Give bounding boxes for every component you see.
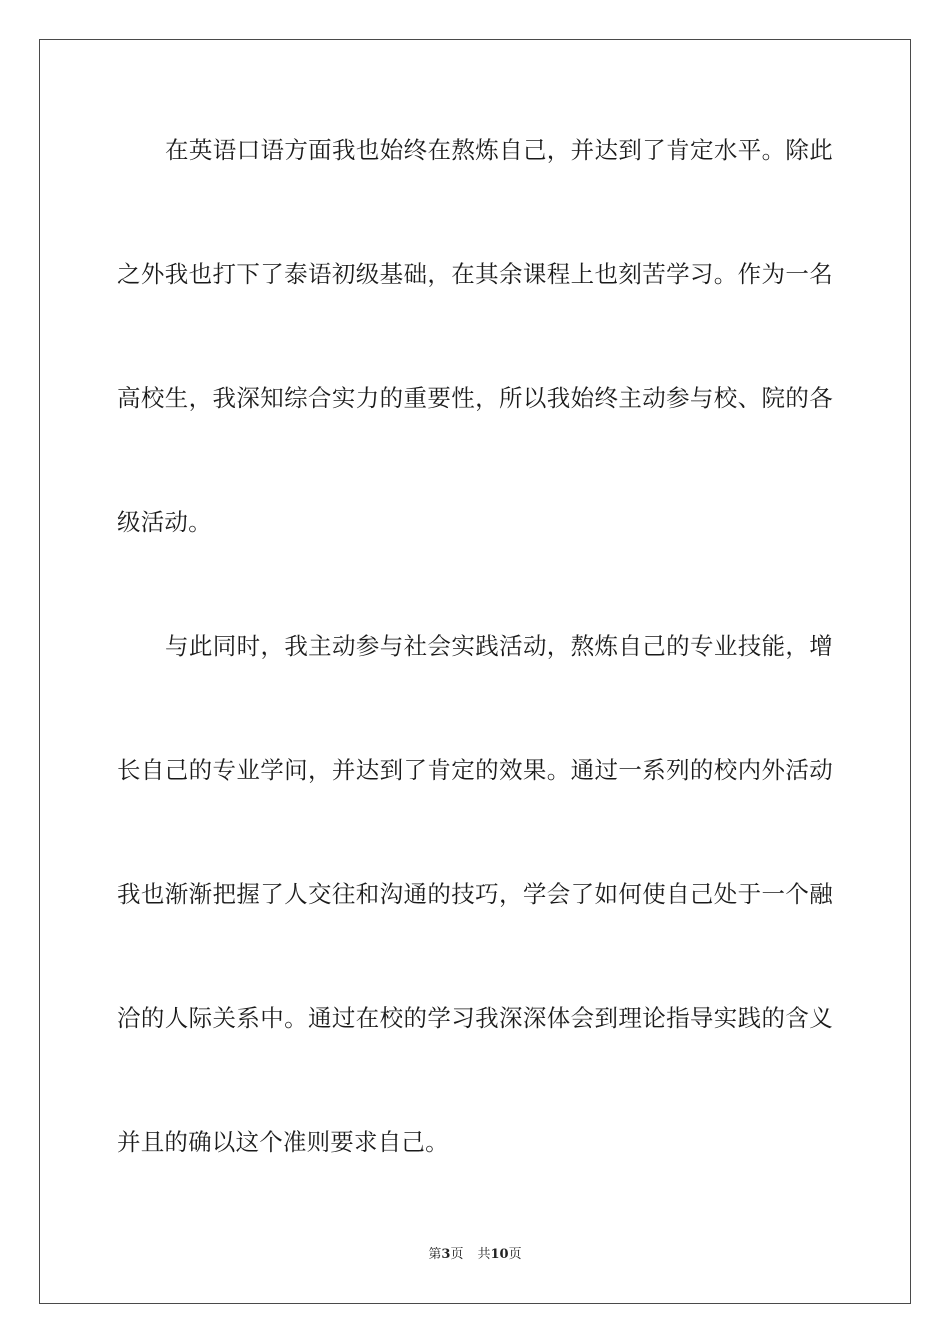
total-pages-label: 共10页 bbox=[477, 1247, 522, 1262]
page-footer bbox=[0, 1246, 950, 1264]
page-border bbox=[39, 39, 911, 1304]
paragraph-1-line-3: 高校生，我深知综合实力的重要性，所以我始终主动参与校、院的各 bbox=[117, 384, 833, 412]
paragraph-2-line-2: 长自己的专业学问，并达到了肯定的效果。通过一系列的校内外活动 bbox=[117, 756, 833, 784]
paragraph-2-line-4: 洽的人际关系中。通过在校的学习我深深体会到理论指导实践的含义 bbox=[117, 1004, 833, 1032]
paragraph-1-line-2: 之外我也打下了泰语初级基础，在其余课程上也刻苦学习。作为一名 bbox=[117, 260, 833, 288]
paragraph-2-line-3: 我也渐渐把握了人交往和沟通的技巧，学会了如何使自己处于一个融 bbox=[117, 880, 833, 908]
paragraph-1-line-1: 在英语口语方面我也始终在熬炼自己，并达到了肯定水平。除此 bbox=[165, 136, 833, 164]
paragraph-2-line-1: 与此同时，我主动参与社会实践活动，熬炼自己的专业技能，增 bbox=[165, 632, 833, 660]
paragraph-2-line-5: 并且的确以这个准则要求自己。 bbox=[117, 1128, 449, 1156]
page-number-label: 第3页 bbox=[428, 1247, 464, 1262]
paragraph-1-line-4: 级活动。 bbox=[117, 508, 212, 536]
